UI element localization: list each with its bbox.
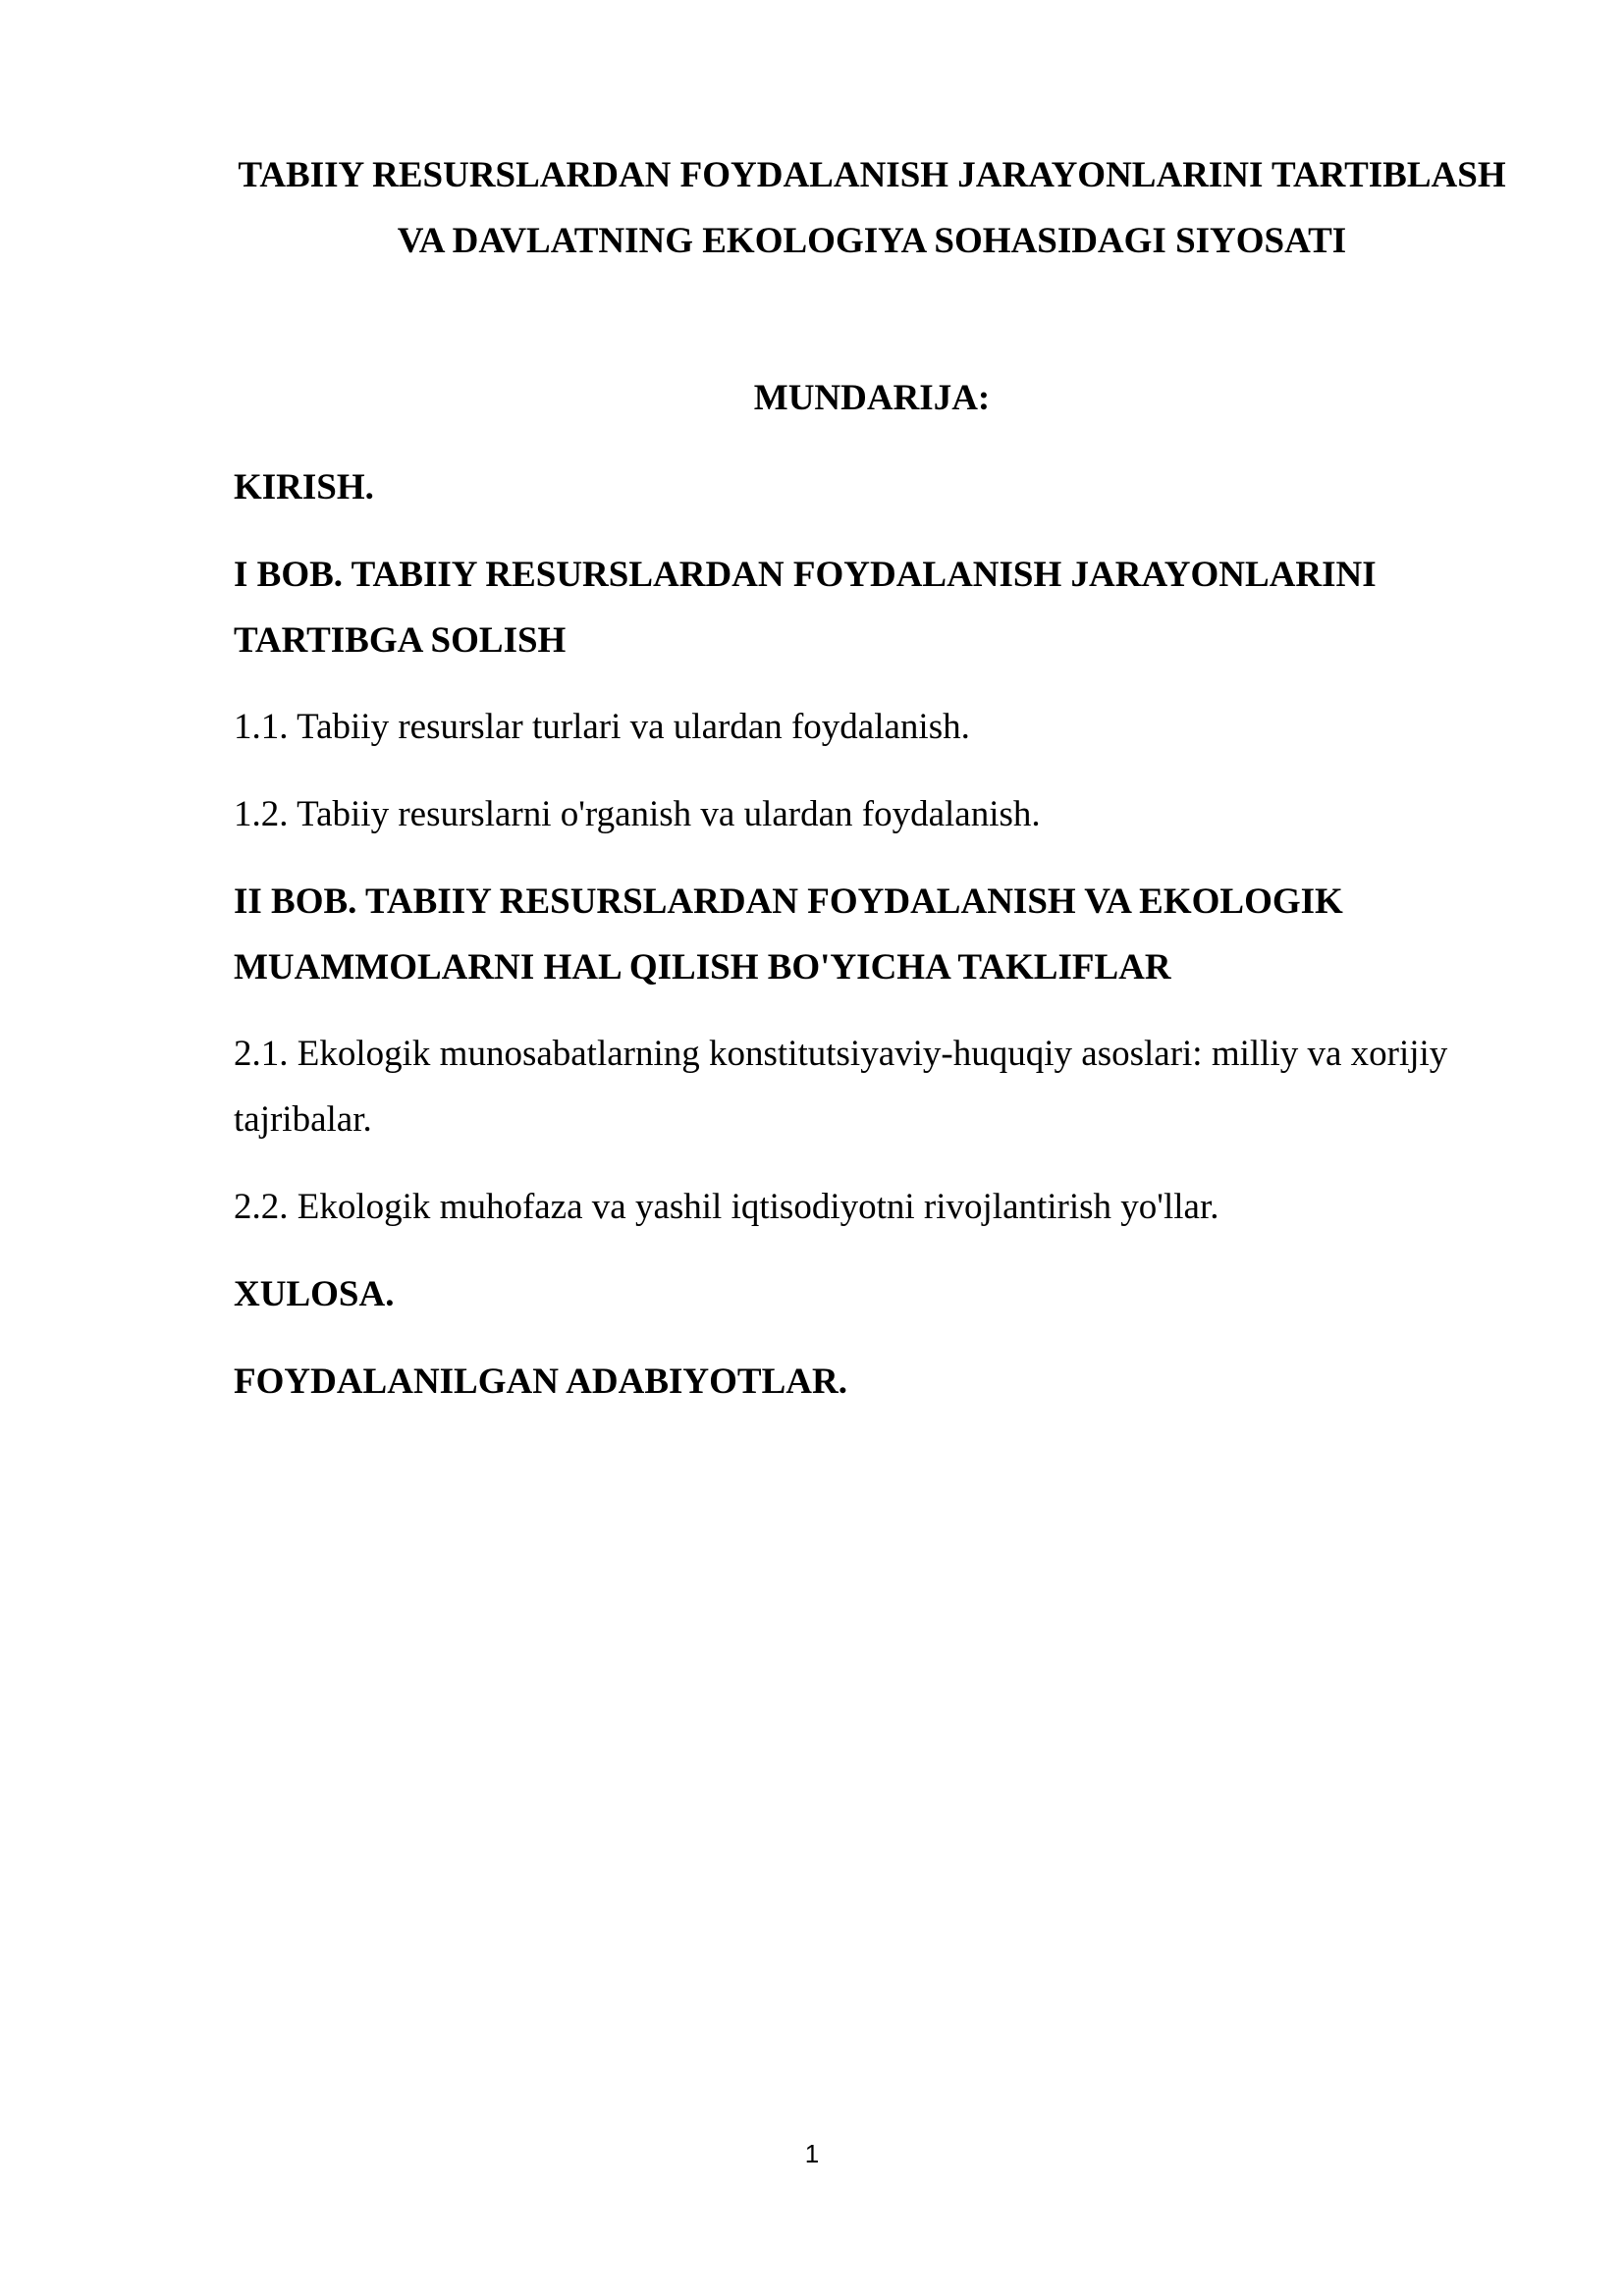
page-number: 1 [804, 2139, 820, 2168]
toc-entry-conclusion: XULOSA. [234, 1274, 395, 1314]
toc-entry-section-1-1: 1.1. Tabiiy resurslar turlari va ulardan foydalanish. [234, 707, 970, 747]
toc-entry-chapter-2: II BOB. TABIIY RESURSLARDAN FOYDALANISH VA EKOLOGIK MUAMMOLARNI HAL QILISH BO'YICHA TAKLIFLAR [234, 881, 1343, 988]
toc-heading: MUNDARIJA: [753, 378, 991, 418]
document-title: TABIIY RESURSLARDAN FOYDALANISH JARAYONLARINI TARTIBLASH VA DAVLATNING EKOLOGIYA SOHASIDAGI SIYOSATI [238, 155, 1506, 261]
toc-entry-section-2-1: 2.1. Ekologik munosabatlarning konstitutsiyaviy-huquqiy asoslari: milliy va xorijiy tajribalar. [234, 1034, 1448, 1140]
toc-entry-chapter-1: I BOB. TABIIY RESURSLARDAN FOYDALANISH JARAYONLARINI TARTIBGA SOLISH [234, 555, 1377, 661]
toc-entry-references: FOYDALANILGAN ADABIYOTLAR. [234, 1362, 847, 1402]
toc-entry-introduction: KIRISH. [234, 467, 374, 507]
toc-entry-section-1-2: 1.2. Tabiiy resurslarni o'rganish va ulardan foydalanish. [234, 794, 1041, 834]
toc-entry-section-2-2: 2.2. Ekologik muhofaza va yashil iqtisodiyotni rivojlantirish yo'llar. [234, 1187, 1219, 1227]
